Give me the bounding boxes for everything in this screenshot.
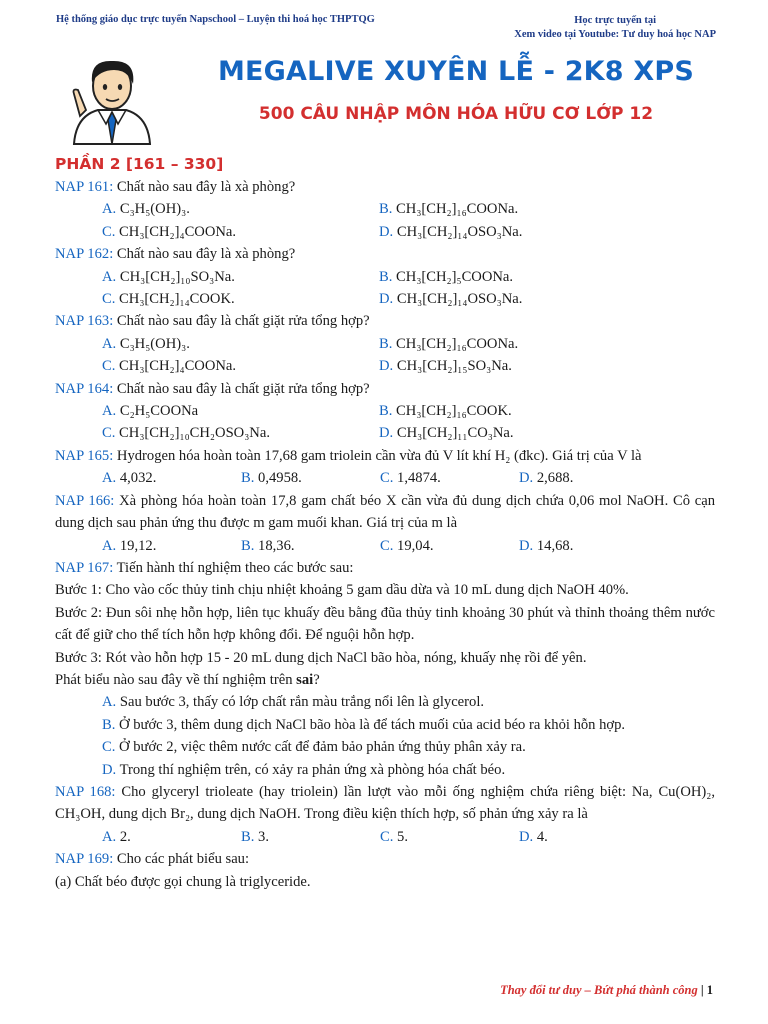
option-c: C. 5. bbox=[380, 828, 408, 845]
footer-separator: | bbox=[697, 983, 707, 997]
option-b: B. 18,36. bbox=[241, 537, 295, 554]
header-left-text: Hệ thống giáo dục trực tuyến Napschool – Luyện thi hoá học THPTQG bbox=[56, 14, 375, 25]
option-d: D. Trong thí nghiệm trên, có xảy ra phản ứng xà phòng hóa chất béo. bbox=[102, 761, 506, 778]
option-b: B. CH₃[CH₂]₅COONa. bbox=[379, 268, 514, 285]
question-prompt: Phát biểu nào sau đây về thí nghiệm trên sai? bbox=[55, 671, 320, 688]
option-d: D. 4. bbox=[519, 828, 548, 845]
options bbox=[55, 691, 715, 781]
question-169 bbox=[55, 848, 715, 893]
question-166 bbox=[55, 490, 715, 557]
statement-a: (a) Chất béo được gọi chung là triglyceride. bbox=[55, 873, 311, 890]
option-d: D. 2,688. bbox=[519, 470, 574, 487]
question-number: NAP 164: bbox=[55, 380, 114, 397]
question-168 bbox=[55, 781, 715, 848]
option-a: A. C₃H₅(OH)₃. bbox=[102, 201, 190, 218]
question-number: NAP 161: bbox=[55, 179, 114, 195]
question-text: Cho glyceryl trioleate (hay triolein) lần lượt vào mỗi ống nghiệm chứa riêng biệt: Na, Cu(OH)₂, CH₃OH, dung dịch Br₂, dung dịch NaOH. Trong điều kiện thích hợp, số phản ứng xảy ra là bbox=[55, 783, 716, 823]
page-title: MEGALIVE XUYÊN LỄ - 2K8 XPS bbox=[217, 56, 695, 87]
options bbox=[55, 400, 715, 445]
option-b: B. CH₃[CH₂]₁₆COONa. bbox=[379, 335, 519, 352]
option-d: D. 14,68. bbox=[519, 537, 574, 554]
question-text: Chất nào sau đây là xà phòng? bbox=[116, 179, 296, 195]
question-number: NAP 167: bbox=[55, 559, 114, 576]
option-b: B. 3. bbox=[241, 828, 269, 845]
question-165 bbox=[55, 445, 715, 490]
option-c: C. CH₃[CH₂]₄COONa. bbox=[102, 358, 237, 375]
option-b: B. Ở bước 3, thêm dung dịch NaCl bão hòa là để tách muối của acid béo ra khỏi hỗn hợp. bbox=[102, 716, 626, 733]
question-163 bbox=[55, 310, 715, 377]
option-c: C. CH₃[CH₂]₁₀CH₂OSO₃Na. bbox=[102, 425, 270, 442]
question-number: NAP 166: bbox=[55, 492, 115, 509]
question-number: NAP 168: bbox=[55, 783, 116, 800]
step-3: Bước 3: Rót vào hỗn hợp 15 - 20 mL dung dịch NaCl bão hòa, nóng, khuấy nhẹ rồi để yên. bbox=[55, 649, 587, 666]
option-d: D. CH₃[CH₂]₁₄OSO₃Na. bbox=[379, 291, 523, 308]
question-text: Tiến hành thí nghiệm theo các bước sau: bbox=[116, 559, 354, 576]
option-c: C. 19,04. bbox=[380, 537, 434, 554]
option-d: D. CH₃[CH₂]₁₄OSO₃Na. bbox=[379, 223, 523, 240]
question-text: Chất nào sau đây là xà phòng? bbox=[116, 246, 296, 263]
question-number: NAP 169: bbox=[55, 851, 114, 868]
option-a: A. C₂H₅COONa bbox=[102, 403, 199, 420]
option-a: A. 2. bbox=[102, 828, 131, 845]
option-a: A. Sau bước 3, thấy có lớp chất rắn màu trắng nổi lên là glycerol. bbox=[102, 694, 485, 711]
option-b: B. 0,4958. bbox=[241, 470, 302, 487]
question-text: Xà phòng hóa hoàn toàn 17,8 gam chất béo X cần vừa đủ dung dịch chứa 0,06 mol NaOH. Cô cạn dung dịch sau phản ứng thu được m gam muối khan. Giá trị của m là bbox=[55, 492, 716, 532]
options bbox=[55, 333, 715, 378]
header-right-line2: Xem video tại Youtube: Tư duy hoá học NAP bbox=[514, 29, 716, 40]
footer-slogan: Thay đổi tư duy – Bứt phá thành công bbox=[500, 983, 698, 997]
question-164 bbox=[55, 378, 715, 445]
question-text: Cho các phát biểu sau: bbox=[116, 851, 250, 868]
options bbox=[55, 198, 715, 243]
option-c: C. Ở bước 2, việc thêm nước cất để đảm bảo phản ứng thủy phân xảy ra. bbox=[102, 739, 526, 756]
options bbox=[55, 535, 715, 557]
part-heading: PHẦN 2 [161 – 330] bbox=[55, 155, 224, 173]
question-content bbox=[55, 152, 715, 893]
option-a: A. 19,12. bbox=[102, 537, 157, 554]
page-subtitle: 500 CÂU NHẬP MÔN HÓA HỮU CƠ LỚP 12 bbox=[258, 104, 654, 124]
header-right-line1: Học trực tuyến tại bbox=[574, 15, 657, 26]
option-c: C. CH₃[CH₂]₁₄COOK. bbox=[102, 291, 235, 308]
question-text: Chất nào sau đây là chất giặt rửa tổng hợp? bbox=[116, 313, 370, 330]
option-a: A. C₃H₅(OH)₃. bbox=[102, 335, 190, 352]
option-d: D. CH₃[CH₂]₁₁CO₃Na. bbox=[379, 425, 514, 442]
question-number: NAP 163: bbox=[55, 313, 114, 330]
option-a: A. 4,032. bbox=[102, 470, 157, 487]
header-right bbox=[514, 14, 716, 42]
options bbox=[55, 826, 715, 848]
step-2: Bước 2: Đun sôi nhẹ hỗn hợp, liên tục khuấy đều bằng đũa thủy tinh khoảng 30 phút và thỉnh thoảng thêm nước cất để giữ cho thể tích hỗn hợp không đổi. Để nguội hỗn hợp. bbox=[55, 604, 715, 644]
question-number: NAP 165: bbox=[55, 447, 114, 464]
option-a: A. CH₃[CH₂]₁₀SO₃Na. bbox=[102, 268, 235, 285]
page-number: 1 bbox=[706, 983, 713, 997]
options bbox=[55, 266, 715, 311]
student-mascot-icon bbox=[70, 54, 154, 146]
question-number: NAP 162: bbox=[55, 246, 114, 263]
step-1: Bước 1: Cho vào cốc thủy tinh chịu nhiệt khoảng 5 gam dầu dừa và 10 mL dung dịch NaOH 40%. bbox=[55, 582, 629, 599]
option-c: C. CH₃[CH₂]₄COONa. bbox=[102, 223, 237, 240]
question-162 bbox=[55, 243, 715, 310]
options bbox=[55, 467, 715, 489]
option-c: C. 1,4874. bbox=[380, 470, 441, 487]
option-d: D. CH₃[CH₂]₁₅SO₃Na. bbox=[379, 358, 512, 375]
option-b: B. CH₃[CH₂]₁₆COONa. bbox=[379, 201, 519, 218]
question-text: Chất nào sau đây là chất giặt rửa tổng hợp? bbox=[116, 380, 370, 397]
question-text: Hydrogen hóa hoàn toàn 17,68 gam triolein cần vừa đủ V lít khí H₂ (đkc). Giá trị của V là bbox=[116, 447, 642, 464]
page-footer bbox=[500, 983, 713, 998]
option-b: B. CH₃[CH₂]₁₆COOK. bbox=[379, 403, 512, 420]
question-161 bbox=[55, 176, 715, 243]
question-167 bbox=[55, 557, 715, 781]
